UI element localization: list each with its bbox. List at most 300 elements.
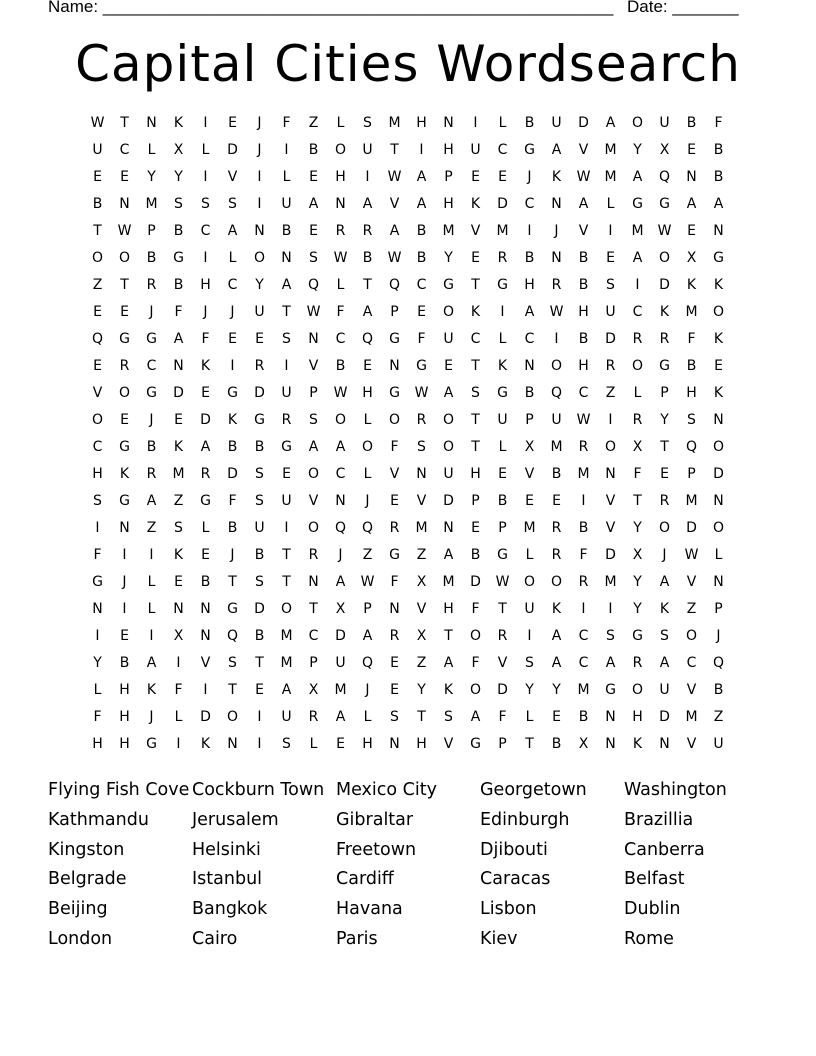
- grid-letter: U: [605, 304, 616, 320]
- grid-letter: W: [387, 250, 402, 266]
- grid-letter: I: [176, 736, 181, 752]
- grid-letter: G: [281, 439, 292, 455]
- grid-letter: D: [605, 547, 616, 563]
- grid-letter: H: [335, 169, 346, 185]
- grid-letter: X: [659, 142, 670, 158]
- grid-letter: R: [416, 412, 427, 428]
- word-bank-item: Djibouti: [480, 839, 548, 860]
- grid-letter: G: [497, 547, 508, 563]
- grid-letter: I: [176, 655, 181, 671]
- grid-letter: A: [551, 655, 562, 671]
- grid-letter: F: [390, 574, 399, 590]
- grid-letter: H: [362, 385, 373, 401]
- grid-letter: G: [146, 331, 157, 347]
- grid-letter: M: [550, 439, 563, 455]
- grid-letter: U: [470, 142, 481, 158]
- grid-letter: T: [282, 574, 291, 590]
- grid-letter: Y: [417, 682, 426, 698]
- grid-letter: I: [554, 331, 559, 347]
- grid-letter: A: [335, 709, 346, 725]
- grid-letter: G: [146, 736, 157, 752]
- grid-letter: T: [228, 574, 237, 590]
- grid-letter: O: [118, 250, 131, 266]
- grid-letter: B: [146, 439, 157, 455]
- grid-letter: K: [146, 682, 157, 698]
- grid-letter: I: [527, 223, 532, 239]
- grid-letter: R: [551, 520, 562, 536]
- grid-row: [84, 218, 732, 245]
- grid-letter: D: [713, 466, 724, 482]
- grid-letter: N: [335, 493, 346, 509]
- grid-letter: V: [686, 574, 697, 590]
- grid-letter: I: [608, 601, 613, 617]
- grid-letter: M: [280, 628, 293, 644]
- grid-letter: H: [416, 115, 427, 131]
- grid-row: [84, 191, 732, 218]
- grid-letter: K: [659, 304, 670, 320]
- grid-letter: E: [498, 466, 507, 482]
- grid-letter: N: [281, 250, 292, 266]
- grid-letter: Q: [550, 385, 563, 401]
- grid-letter: U: [254, 304, 265, 320]
- grid-letter: D: [227, 466, 238, 482]
- grid-letter: I: [284, 358, 289, 374]
- word-bank-item: Bangkok: [192, 899, 268, 920]
- grid-letter: O: [334, 412, 347, 428]
- grid-letter: L: [498, 439, 507, 455]
- grid-letter: L: [282, 169, 291, 185]
- grid-letter: B: [416, 223, 427, 239]
- grid-letter: R: [389, 628, 400, 644]
- grid-letter: L: [714, 547, 723, 563]
- grid-letter: G: [443, 277, 454, 293]
- grid-letter: A: [443, 385, 454, 401]
- grid-letter: R: [551, 277, 562, 293]
- grid-letter: U: [281, 385, 292, 401]
- grid-letter: M: [685, 493, 698, 509]
- grid-letter: T: [120, 277, 129, 293]
- grid-letter: E: [201, 385, 210, 401]
- grid-row: [84, 380, 732, 407]
- grid-row: [84, 110, 732, 137]
- grid-letter: Z: [416, 547, 427, 563]
- grid-letter: E: [201, 547, 210, 563]
- grid-letter: N: [713, 412, 724, 428]
- grid-letter: N: [173, 601, 184, 617]
- grid-letter: S: [606, 628, 615, 644]
- grid-letter: L: [147, 601, 156, 617]
- grid-letter: C: [119, 142, 130, 158]
- word-bank-item: Freetown: [336, 839, 417, 860]
- grid-row: [84, 704, 732, 731]
- word-bank-item: London: [48, 928, 113, 949]
- grid-letter: W: [333, 250, 348, 266]
- grid-letter: C: [524, 196, 535, 212]
- grid-letter: B: [524, 115, 535, 131]
- grid-letter: Y: [633, 601, 642, 617]
- grid-letter: B: [578, 277, 589, 293]
- grid-letter: E: [336, 736, 345, 752]
- grid-letter: E: [552, 493, 561, 509]
- grid-letter: M: [334, 682, 347, 698]
- grid-letter: F: [417, 331, 426, 347]
- grid-letter: W: [495, 574, 510, 590]
- grid-letter: M: [631, 223, 644, 239]
- grid-letter: B: [227, 439, 238, 455]
- grid-letter: Q: [361, 331, 374, 347]
- grid-letter: S: [255, 574, 264, 590]
- grid-letter: N: [173, 358, 184, 374]
- grid-letter: X: [632, 547, 643, 563]
- grid-letter: Q: [361, 655, 374, 671]
- word-bank-item: Belgrade: [48, 869, 127, 890]
- grid-letter: Z: [605, 385, 616, 401]
- grid-letter: P: [363, 601, 372, 617]
- grid-letter: U: [281, 196, 292, 212]
- grid-letter: M: [604, 574, 617, 590]
- grid-letter: A: [632, 169, 643, 185]
- grid-letter: R: [578, 574, 589, 590]
- grid-letter: I: [500, 304, 505, 320]
- grid-letter: L: [228, 250, 237, 266]
- grid-letter: E: [471, 169, 480, 185]
- grid-letter: A: [551, 628, 562, 644]
- grid-letter: D: [254, 601, 265, 617]
- grid-letter: D: [578, 115, 589, 131]
- grid-letter: G: [389, 331, 400, 347]
- grid-letter: W: [549, 304, 564, 320]
- grid-letter: B: [713, 169, 724, 185]
- grid-letter: Y: [147, 169, 156, 185]
- grid-letter: Y: [633, 142, 642, 158]
- grid-letter: B: [254, 628, 265, 644]
- grid-letter: Y: [444, 250, 453, 266]
- grid-letter: H: [92, 466, 103, 482]
- grid-letter: T: [93, 223, 102, 239]
- grid-letter: Q: [712, 655, 725, 671]
- grid-letter: P: [390, 304, 399, 320]
- grid-letter: R: [308, 709, 319, 725]
- grid-letter: O: [334, 142, 347, 158]
- grid-letter: E: [525, 493, 534, 509]
- grid-letter: H: [416, 736, 427, 752]
- grid-letter: C: [416, 277, 427, 293]
- grid-letter: J: [122, 574, 127, 590]
- grid-letter: A: [659, 655, 670, 671]
- grid-letter: I: [635, 277, 640, 293]
- grid-letter: T: [390, 142, 399, 158]
- grid-letter: B: [254, 439, 265, 455]
- grid-letter: O: [442, 439, 455, 455]
- grid-letter: C: [578, 655, 589, 671]
- grid-letter: Y: [525, 682, 534, 698]
- grid-letter: T: [525, 736, 534, 752]
- grid-letter: E: [660, 466, 669, 482]
- grid-letter: F: [714, 115, 723, 131]
- word-bank-item: Edinburgh: [480, 809, 570, 830]
- grid-letter: K: [632, 736, 643, 752]
- grid-letter: W: [576, 169, 591, 185]
- grid-letter: W: [387, 169, 402, 185]
- grid-letter: A: [443, 547, 454, 563]
- grid-letter: K: [497, 358, 508, 374]
- grid-letter: L: [201, 142, 210, 158]
- grid-letter: O: [550, 574, 563, 590]
- grid-letter: V: [578, 223, 589, 239]
- word-bank-item: Beijing: [48, 899, 108, 920]
- grid-row: [84, 353, 732, 380]
- grid-letter: O: [307, 466, 320, 482]
- grid-letter: G: [119, 439, 130, 455]
- grid-letter: O: [523, 574, 536, 590]
- grid-letter: K: [470, 304, 481, 320]
- grid-letter: K: [659, 601, 670, 617]
- grid-letter: G: [632, 196, 643, 212]
- grid-letter: N: [119, 520, 130, 536]
- grid-letter: S: [282, 736, 291, 752]
- grid-letter: F: [93, 547, 102, 563]
- grid-letter: L: [525, 709, 534, 725]
- grid-row: [84, 407, 732, 434]
- grid-letter: I: [95, 628, 100, 644]
- grid-letter: W: [657, 223, 672, 239]
- grid-letter: G: [200, 493, 211, 509]
- word-bank-item: Flying Fish Cove: [48, 780, 190, 800]
- grid-letter: I: [581, 601, 586, 617]
- grid-letter: K: [713, 277, 724, 293]
- grid-letter: B: [227, 520, 238, 536]
- grid-letter: Z: [146, 520, 157, 536]
- grid-row: [84, 488, 732, 515]
- grid-letter: H: [119, 736, 130, 752]
- grid-letter: I: [527, 628, 532, 644]
- word-bank-item: Gibraltar: [336, 809, 414, 830]
- grid-row: [84, 515, 732, 542]
- grid-letter: R: [146, 277, 157, 293]
- grid-letter: O: [118, 385, 131, 401]
- grid-letter: T: [498, 601, 507, 617]
- grid-letter: R: [551, 547, 562, 563]
- grid-letter: R: [659, 493, 670, 509]
- grid-letter: B: [686, 115, 697, 131]
- grid-letter: C: [632, 304, 643, 320]
- grid-letter: E: [417, 304, 426, 320]
- grid-letter: T: [471, 439, 480, 455]
- grid-letter: V: [92, 385, 103, 401]
- grid-letter: F: [201, 331, 210, 347]
- grid-letter: U: [281, 493, 292, 509]
- grid-letter: K: [173, 439, 184, 455]
- grid-letter: E: [93, 169, 102, 185]
- grid-letter: G: [524, 142, 535, 158]
- grid-letter: L: [147, 142, 156, 158]
- letter-grid: [84, 110, 732, 758]
- grid-letter: Y: [552, 682, 561, 698]
- grid-letter: G: [389, 385, 400, 401]
- word-bank-item: Caracas: [480, 869, 551, 890]
- grid-letter: G: [146, 385, 157, 401]
- grid-letter: B: [254, 547, 265, 563]
- grid-letter: F: [579, 547, 588, 563]
- grid-letter: A: [416, 169, 427, 185]
- grid-letter: A: [173, 331, 184, 347]
- grid-letter: I: [149, 628, 154, 644]
- grid-letter: A: [713, 196, 724, 212]
- grid-letter: T: [444, 628, 453, 644]
- grid-letter: M: [604, 142, 617, 158]
- grid-letter: G: [173, 250, 184, 266]
- grid-letter: B: [713, 682, 724, 698]
- grid-letter: O: [685, 628, 698, 644]
- grid-letter: O: [631, 682, 644, 698]
- grid-letter: H: [200, 277, 211, 293]
- grid-letter: M: [577, 682, 590, 698]
- grid-letter: F: [93, 709, 102, 725]
- grid-letter: V: [200, 655, 211, 671]
- word-bank-item: Cardiff: [336, 869, 394, 890]
- grid-row: [84, 299, 732, 326]
- grid-letter: L: [498, 115, 507, 131]
- grid-letter: H: [119, 682, 130, 698]
- grid-letter: E: [552, 709, 561, 725]
- grid-letter: W: [684, 547, 699, 563]
- grid-letter: G: [497, 277, 508, 293]
- grid-letter: S: [174, 520, 183, 536]
- grid-letter: Q: [685, 439, 698, 455]
- grid-letter: L: [93, 682, 102, 698]
- grid-letter: Z: [173, 493, 184, 509]
- grid-letter: B: [119, 655, 130, 671]
- word-bank-item: Georgetown: [480, 780, 587, 800]
- grid-letter: Q: [307, 277, 320, 293]
- grid-letter: D: [605, 331, 616, 347]
- grid-letter: L: [147, 574, 156, 590]
- grid-letter: J: [230, 547, 235, 563]
- word-bank-item: Cockburn Town: [192, 780, 325, 800]
- grid-letter: N: [254, 223, 265, 239]
- grid-letter: C: [497, 142, 508, 158]
- grid-letter: F: [282, 115, 291, 131]
- grid-letter: I: [203, 250, 208, 266]
- grid-letter: E: [120, 628, 129, 644]
- grid-letter: W: [306, 304, 321, 320]
- grid-letter: N: [308, 331, 319, 347]
- grid-letter: S: [660, 628, 669, 644]
- grid-letter: R: [497, 628, 508, 644]
- grid-letter: G: [92, 574, 103, 590]
- grid-letter: M: [280, 655, 293, 671]
- grid-letter: E: [498, 169, 507, 185]
- grid-letter: I: [122, 601, 127, 617]
- grid-letter: P: [147, 223, 156, 239]
- grid-letter: V: [308, 493, 319, 509]
- grid-letter: D: [335, 628, 346, 644]
- grid-letter: N: [686, 169, 697, 185]
- grid-letter: O: [388, 412, 401, 428]
- grid-letter: B: [578, 250, 589, 266]
- grid-letter: I: [203, 682, 208, 698]
- grid-letter: L: [336, 277, 345, 293]
- grid-letter: M: [604, 169, 617, 185]
- grid-letter: L: [606, 196, 615, 212]
- grid-letter: P: [498, 520, 507, 536]
- grid-letter: O: [307, 520, 320, 536]
- grid-letter: I: [284, 520, 289, 536]
- grid-letter: H: [443, 196, 454, 212]
- grid-letter: U: [551, 412, 562, 428]
- grid-letter: I: [608, 412, 613, 428]
- grid-letter: N: [227, 736, 238, 752]
- grid-letter: V: [389, 196, 400, 212]
- grid-letter: X: [416, 574, 427, 590]
- grid-letter: N: [713, 223, 724, 239]
- grid-letter: H: [578, 358, 589, 374]
- grid-letter: Y: [633, 574, 642, 590]
- grid-letter: H: [470, 466, 481, 482]
- grid-letter: Q: [361, 520, 374, 536]
- grid-letter: X: [173, 142, 184, 158]
- grid-letter: V: [443, 736, 454, 752]
- grid-letter: V: [605, 493, 616, 509]
- grid-letter: R: [254, 358, 265, 374]
- grid-letter: D: [497, 196, 508, 212]
- word-bank-item: Mexico City: [336, 780, 437, 800]
- grid-letter: M: [172, 466, 185, 482]
- grid-letter: C: [227, 277, 238, 293]
- grid-letter: T: [120, 115, 129, 131]
- grid-letter: S: [390, 709, 399, 725]
- grid-letter: R: [119, 358, 130, 374]
- grid-letter: C: [470, 331, 481, 347]
- grid-letter: F: [174, 682, 183, 698]
- grid-letter: L: [363, 709, 372, 725]
- grid-letter: Y: [174, 169, 183, 185]
- grid-letter: V: [470, 223, 481, 239]
- grid-letter: J: [716, 628, 721, 644]
- grid-letter: I: [284, 142, 289, 158]
- grid-letter: O: [280, 601, 293, 617]
- grid-letter: S: [471, 385, 480, 401]
- grid-letter: A: [335, 439, 346, 455]
- grid-letter: V: [524, 466, 535, 482]
- grid-letter: D: [173, 385, 184, 401]
- grid-letter: S: [174, 196, 183, 212]
- grid-letter: I: [419, 142, 424, 158]
- grid-letter: H: [578, 304, 589, 320]
- grid-letter: X: [524, 439, 535, 455]
- grid-letter: J: [365, 682, 370, 698]
- grid-letter: T: [255, 655, 264, 671]
- grid-letter: S: [687, 412, 696, 428]
- word-bank-item: Washington: [624, 780, 727, 800]
- grid-letter: Q: [658, 169, 671, 185]
- grid-letter: I: [581, 493, 586, 509]
- grid-letter: F: [336, 304, 345, 320]
- grid-letter: H: [92, 736, 103, 752]
- grid-letter: T: [282, 304, 291, 320]
- grid-letter: B: [173, 223, 184, 239]
- grid-letter: G: [632, 628, 643, 644]
- grid-letter: I: [608, 223, 613, 239]
- grid-letter: U: [497, 412, 508, 428]
- grid-letter: A: [605, 115, 616, 131]
- grid-row: [84, 542, 732, 569]
- grid-letter: P: [309, 385, 318, 401]
- grid-letter: T: [471, 277, 480, 293]
- grid-letter: E: [93, 358, 102, 374]
- grid-letter: N: [146, 115, 157, 131]
- grid-letter: Z: [92, 277, 103, 293]
